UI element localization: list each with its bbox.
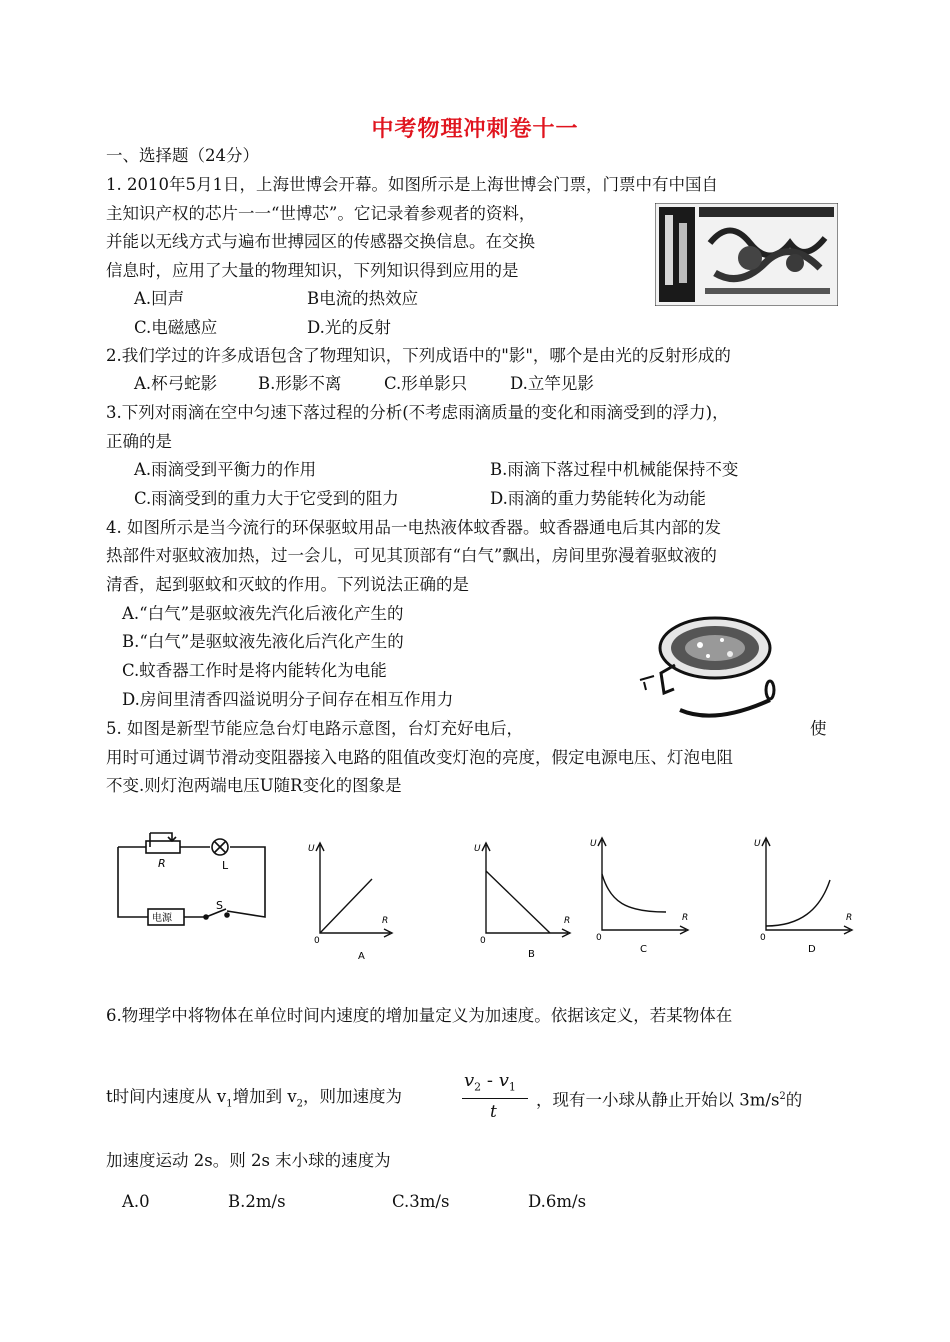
q2-option-a: A.杯弓蛇影 — [134, 374, 218, 393]
graph-d-y-label: U — [754, 839, 761, 849]
graph-b-x-label: R — [564, 916, 571, 926]
q1-line-4: 信息时，应用了大量的物理知识，下列知识得到应用的是 — [106, 261, 519, 280]
q4-option-c: C.蚊香器工作时是将内能转化为电能 — [122, 661, 387, 680]
expo-ticket-image — [655, 203, 838, 306]
q4-option-a: A.“白气”是驱蚊液先汽化后液化产生的 — [122, 604, 404, 623]
graph-b — [468, 835, 578, 960]
q6-option-d: D.6m/s — [528, 1192, 587, 1211]
q4-line-3: 清香，起到驱蚊和灭蚊的作用。下列说法正确的是 — [106, 575, 469, 594]
q4-line-2: 热部件对驱蚊液加热，过一会儿，可见其顶部有“白气”飘出，房间里弥漫着驱蚊液的 — [106, 546, 717, 565]
q6-text-d: ，现有一小球从静止开始以 3m/s — [536, 1090, 780, 1110]
q6-sub-2: 2 — [296, 1098, 304, 1110]
formula-v1-sub: 1 — [508, 1080, 516, 1094]
graph-a-y-label: U — [308, 844, 315, 854]
q6-text-e: 的 — [785, 1090, 803, 1110]
q6-line-3: 加速度运动 2s。则 2s 末小球的速度为 — [106, 1151, 391, 1170]
q3-option-b: B.雨滴下落过程中机械能保持不变 — [490, 460, 739, 479]
q1-line-2: 主知识产权的芯片一一“世博芯”。它记录着参观者的资料， — [106, 204, 536, 223]
acceleration-formula — [462, 1070, 532, 1126]
q1-option-c: C.电磁感应 — [134, 318, 218, 337]
q3-option-c: C.雨滴受到的重力大于它受到的阻力 — [134, 489, 399, 508]
graph-c — [586, 830, 696, 955]
formula-v1: v — [498, 1070, 509, 1091]
circuit-label-r: R — [158, 857, 166, 870]
graph-d-label: D — [808, 944, 816, 955]
q2-line-1: 2.我们学过的许多成语包含了物理知识，下列成语中的"影"，哪个是由光的反射形成的 — [106, 346, 731, 365]
q4-option-d: D.房间里清香四溢说明分子间存在相互作用力 — [122, 690, 454, 709]
circuit-label-source: 电源 — [152, 913, 172, 924]
graph-d — [750, 830, 860, 955]
q3-option-a: A.雨滴受到平衡力的作用 — [134, 460, 317, 479]
graph-c-y-label: U — [590, 839, 597, 849]
circuit-label-l: L — [222, 859, 229, 872]
q6-line-1: 6.物理学中将物体在单位时间内速度的增加量定义为加速度。依据该定义，若某物体在 — [106, 1006, 733, 1025]
q6-line-2 — [106, 1086, 402, 1115]
q6-text-b: 增加到 v — [232, 1087, 297, 1106]
graph-a-origin: 0 — [314, 936, 320, 946]
graph-b-origin: 0 — [480, 936, 486, 946]
q6-option-b: B.2m/s — [228, 1192, 286, 1211]
formula-v2: v — [464, 1070, 475, 1091]
formula-v2-sub: 2 — [474, 1080, 482, 1094]
q6-line-2-cont — [536, 1086, 802, 1112]
q1-option-b: B电流的热效应 — [307, 289, 419, 308]
graph-a-x-label: R — [382, 916, 389, 926]
q1-option-a: A.回声 — [134, 289, 185, 308]
formula-denominator: t — [490, 1102, 497, 1122]
section-heading: 一、选择题（24分） — [106, 146, 259, 165]
formula-numerator — [464, 1070, 516, 1094]
q5-line-1-end: 使 — [810, 719, 827, 738]
q2-option-d: D.立竿见影 — [510, 374, 594, 393]
q6-text-a: t时间内速度从 v — [106, 1087, 227, 1106]
q6-sub-1: 1 — [226, 1098, 233, 1110]
q2-option-c: C.形单影只 — [384, 374, 468, 393]
q1-line-3: 并能以无线方式与遍布世搏园区的传感器交换信息。在交换 — [106, 232, 535, 251]
graph-c-x-label: R — [682, 913, 689, 923]
mosquito-repellent-image — [630, 610, 790, 722]
q3-line-2: 正确的是 — [106, 432, 172, 451]
circuit-label-s: S — [216, 899, 223, 912]
fraction-bar — [462, 1098, 528, 1099]
q3-option-d: D.雨滴的重力势能转化为动能 — [490, 489, 706, 508]
graph-a — [302, 835, 397, 960]
circuit-diagram — [110, 825, 280, 930]
q2-option-b: B.形影不离 — [258, 374, 342, 393]
q6-option-c: C.3m/s — [392, 1192, 450, 1211]
q4-option-b: B.“白气”是驱蚊液先液化后汽化产生的 — [122, 632, 404, 651]
q3-line-1: 3.下列对雨滴在空中匀速下落过程的分析(不考虑雨滴质量的变化和雨滴受到的浮力)， — [106, 403, 729, 422]
page-title: 中考物理冲刺卷十一 — [371, 117, 579, 142]
q5-line-2: 用时可通过调节滑动变阻器接入电路的阻值改变灯泡的亮度，假定电源电压、灯泡电阻 — [106, 748, 733, 767]
q6-sup: 2 — [779, 1091, 786, 1102]
graph-a-label: A — [358, 951, 365, 960]
formula-minus: - — [481, 1070, 499, 1091]
q6-text-c: ，则加速度为 — [303, 1087, 403, 1106]
q5-line-3: 不变.则灯泡两端电压U随R变化的图象是 — [106, 776, 402, 795]
q4-line-1: 4. 如图所示是当今流行的环保驱蚊用品一电热液体蚊香器。蚊香器通电后其内部的发 — [106, 518, 721, 537]
graph-b-y-label: U — [474, 844, 481, 854]
graph-b-label: B — [528, 949, 535, 960]
q1-option-d: D.光的反射 — [307, 318, 391, 337]
graph-d-x-label: R — [846, 913, 853, 923]
graph-d-origin: 0 — [760, 933, 766, 943]
graph-c-label: C — [640, 944, 647, 955]
q6-option-a: A.0 — [122, 1192, 150, 1211]
q1-line-1: 1. 2010年5月1日，上海世博会开幕。如图所示是上海世博会门票，门票中有中国自 — [106, 175, 718, 194]
graph-c-origin: 0 — [596, 933, 602, 943]
q5-line-1: 5. 如图是新型节能应急台灯电路示意图，台灯充好电后， — [106, 719, 523, 738]
